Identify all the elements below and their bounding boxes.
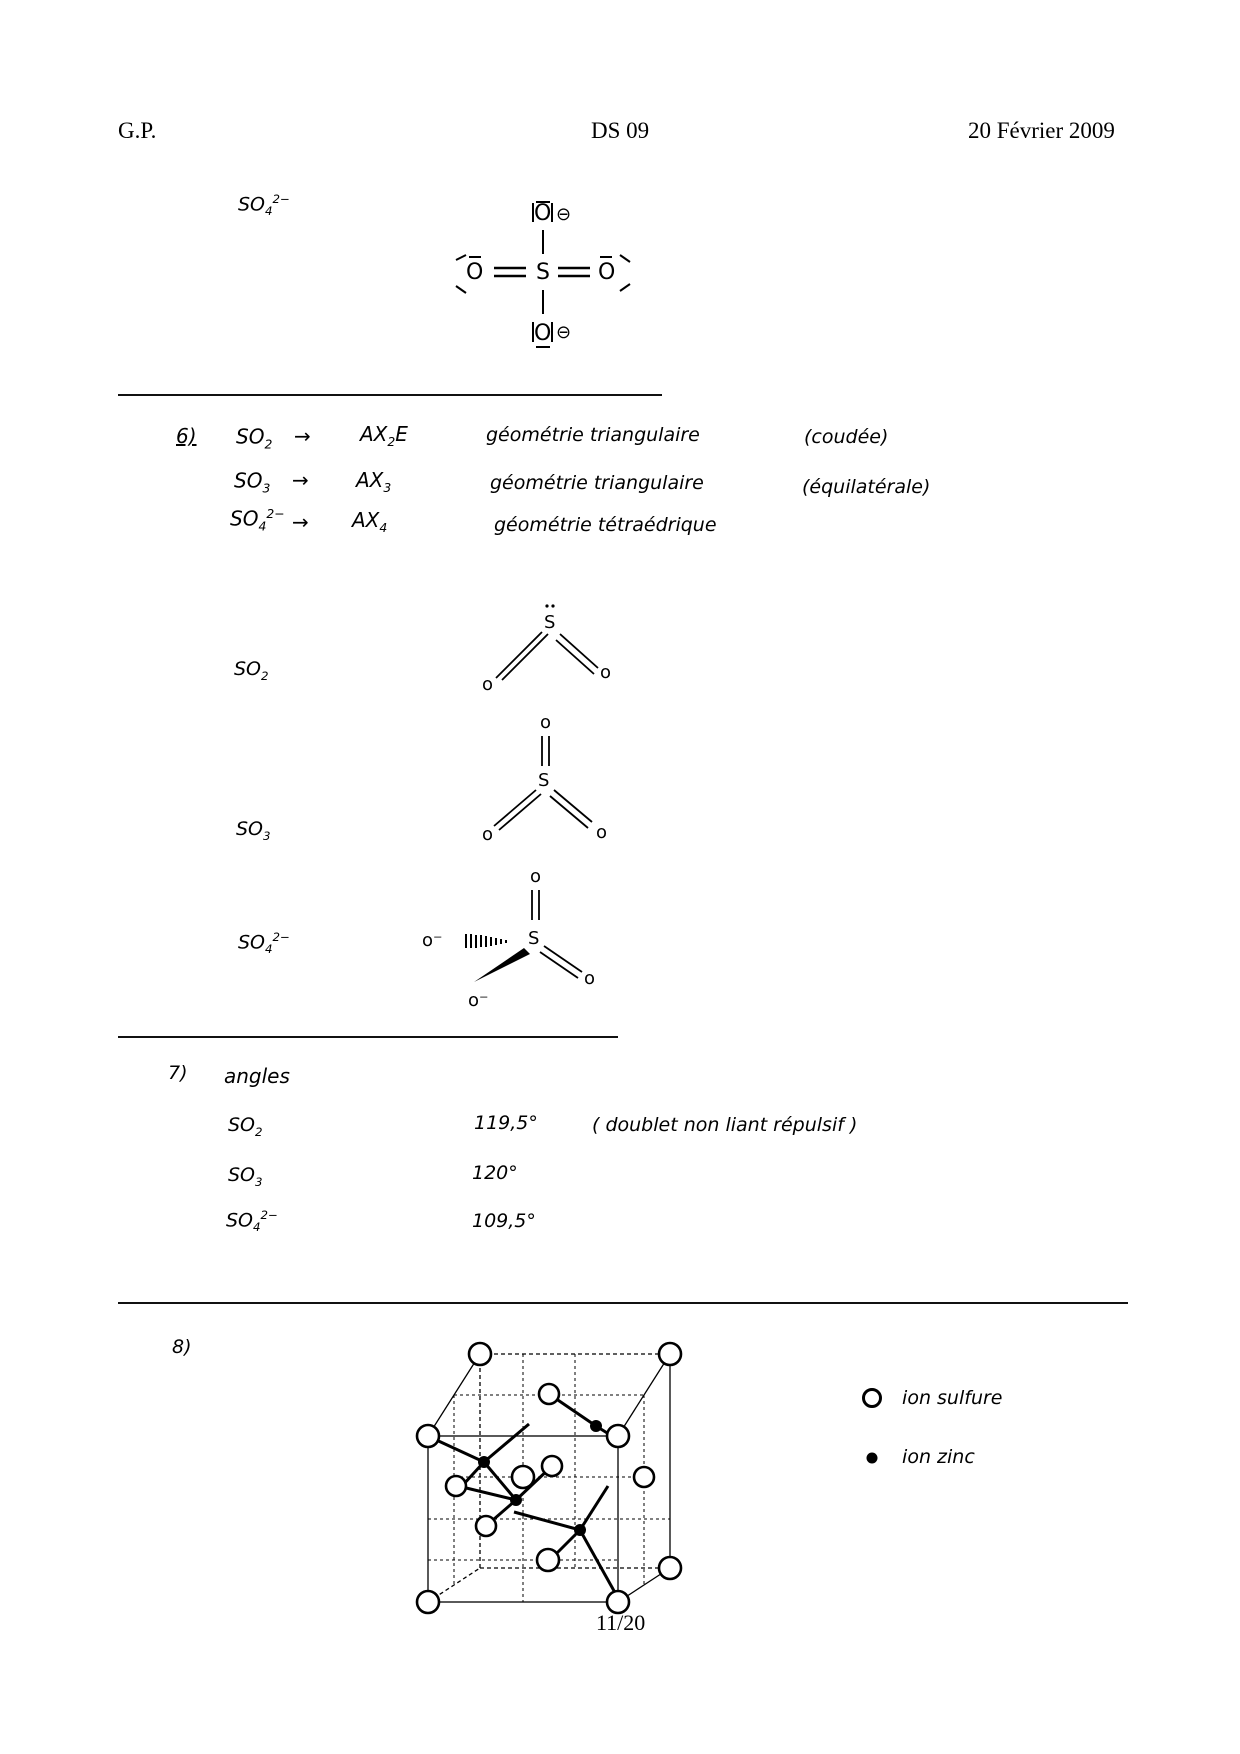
q7-row-2-formula: $SO_3$ [228,1164,263,1189]
q6-row-2-formula: $SO_3$ [234,468,271,496]
so2-sulfur: S [544,612,556,633]
q6-row-3-arrow: → [292,510,309,534]
section-divider [118,394,662,396]
so4-oxygen-minus-left: o⁻ [422,930,443,951]
q6-row-3-formula: $SO_4^{2-}$ [230,506,285,534]
so2-structure-label: $SO_2$ [234,658,269,683]
question-8-number: 8) [172,1336,192,1358]
legend-zinc-label: ion zinc [902,1446,975,1468]
so3-sulfur: S [538,770,550,791]
section-divider-2 [118,1036,618,1038]
q6-row-1-geometry: géométrie triangulaire [486,424,700,446]
so4-oxygen-right: o [584,968,596,989]
legend-sulfide [860,1386,1002,1410]
q6-row-2-note: (équilatérale) [802,476,931,498]
header-author: G.P. [118,118,157,143]
q6-row-3-geometry: géométrie tétraédrique [494,514,717,536]
q7-row-1-angle: 119,5° [474,1112,538,1134]
q6-row-1-note: (coudée) [804,426,889,448]
header-title: DS 09 [591,118,650,143]
header-date: 20 Février 2009 [968,118,1115,143]
q7-row-3-formula: $SO_4^{2-}$ [226,1208,278,1235]
lewis-top-oxygen: O [534,201,552,226]
zinc-blende-unit-cell [404,1336,684,1626]
q7-row-3-angle: 109,5° [472,1210,536,1232]
lewis-bottom-oxygen: O [534,321,552,346]
so3-oxygen-left: o [482,824,494,845]
question-7-title: angles [224,1064,290,1088]
legend-sulfide-label: ion sulfure [902,1386,1003,1409]
q7-row-2-angle: 120° [472,1162,518,1184]
so3-oxygen-right: o [596,822,608,843]
section-divider-3 [118,1302,1128,1304]
legend-zinc [862,1446,975,1468]
so2-oxygen-left: o [482,674,494,695]
filled-dot-icon [862,1448,882,1468]
lewis-top-charge: ⊖ [556,204,572,225]
question-7-number: 7) [168,1062,188,1084]
q6-row-2-geometry: géométrie triangulaire [490,472,704,494]
q6-row-1-arrow: → [294,424,311,448]
so3-trigonal-structure [470,712,650,845]
lewis-right-oxygen: O [598,260,616,285]
q7-row-1-note: ( doublet non liant répulsif ) [592,1114,858,1136]
so4-oxygen-top: o [530,866,542,887]
so4-sulfur: S [528,928,540,949]
so4-tetrahedral-structure [420,862,640,1012]
question-6-number: 6) [176,424,197,448]
so4-structure-label: $SO_4^{2-}$ [238,930,290,957]
q6-row-1-vsepr: $AX_2E$ [360,422,408,449]
so4-oxygen-minus-bottom: o⁻ [468,990,489,1011]
so3-structure-label: $SO_3$ [236,818,271,843]
q6-row-2-vsepr: $AX_3$ [356,468,392,495]
open-circle-icon [860,1386,884,1410]
sulfate-lewis-structure [448,198,648,358]
q6-row-1-formula: $SO_2$ [236,424,273,452]
so3-oxygen-top: o [540,712,552,733]
so2-oxygen-right: o [600,662,612,683]
lewis-bottom-charge: ⊖ [556,322,572,343]
lewis-left-oxygen: O [466,260,484,285]
q6-row-2-arrow: → [292,468,309,492]
q7-row-1-formula: $SO_2$ [228,1114,263,1139]
q6-row-3-vsepr: $AX_4$ [352,508,388,535]
page-number: 11/20 [596,1610,646,1635]
lewis-sulfur: S [536,260,550,285]
so2-bent-structure [470,600,650,700]
lewis-formula-label: $SO_4^{2-}$ [238,192,290,219]
